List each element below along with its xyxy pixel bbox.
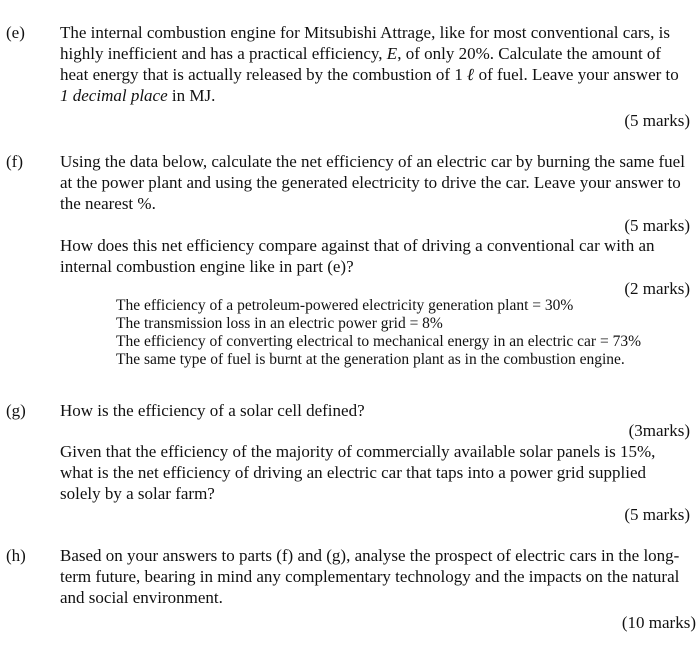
question-g-marks-2: (5 marks) [624,505,690,524]
data-line: The same type of fuel is burnt at the generation plant as in the combustion engine. [116,351,625,368]
data-line: The transmission loss in an electric power grid = 8% [116,315,443,332]
question-f-marks-2: (2 marks) [624,279,690,298]
question-e-label: (e) [6,23,25,42]
question-e-marks: (5 marks) [624,111,690,130]
question-f-followup: How does this net efficiency compare against that of driving a conventional car with an internal combustion engine like in part (e)? [60,236,655,276]
variable-e: E [386,44,398,63]
question-h-marks: (10 marks) [621,613,696,632]
question-g-text: How is the efficiency of a solar cell defined? [60,401,365,420]
question-e-text [60,22,690,106]
question-e-text-part1: The internal combustion engine for Mitsubishi Attrage, like for most conventional cars, is highly inefficient and has a practical efficiency, [60,23,670,63]
question-e-text-part4: in MJ. [167,86,216,105]
question-f-marks-1: (5 marks) [624,216,690,235]
question-f-text: Using the data below, calculate the net efficiency of an electric car by burning the same fuel at the power plant and using the generated electricity to drive the car. Leave your answer to the nearest %. [60,152,685,213]
question-g-marks-1: (3marks) [628,421,690,440]
question-e-emphasis: 1 decimal place [60,86,168,105]
question-h-text: Based on your answers to parts (f) and (g), analyse the prospect of electric cars in the long-term future, bearing in mind any complementary technology and the impacts on the natural and social environment. [60,546,680,607]
question-g-label: (g) [6,401,26,420]
data-line: The efficiency of converting electrical to mechanical energy in an electric car = 73% [116,333,642,350]
question-f-data-list [116,297,641,369]
question-e-text-part2: , of only 20%. Calculate the amount of heat energy that is actually released by the combustion of 1 [60,44,662,84]
question-g-followup: Given that the efficiency of the majority of commercially available solar panels is 15%, what is the net efficiency of driving an electric car that taps into a power grid supplied solely by a solar farm? [60,442,656,503]
data-line: The efficiency of a petroleum-powered electricity generation plant = 30% [116,297,574,314]
question-f-label: (f) [6,152,23,171]
litre-symbol: ℓ [467,65,475,84]
question-h-label: (h) [6,546,26,565]
question-e-text-part3: of fuel. Leave your answer to [474,65,679,84]
